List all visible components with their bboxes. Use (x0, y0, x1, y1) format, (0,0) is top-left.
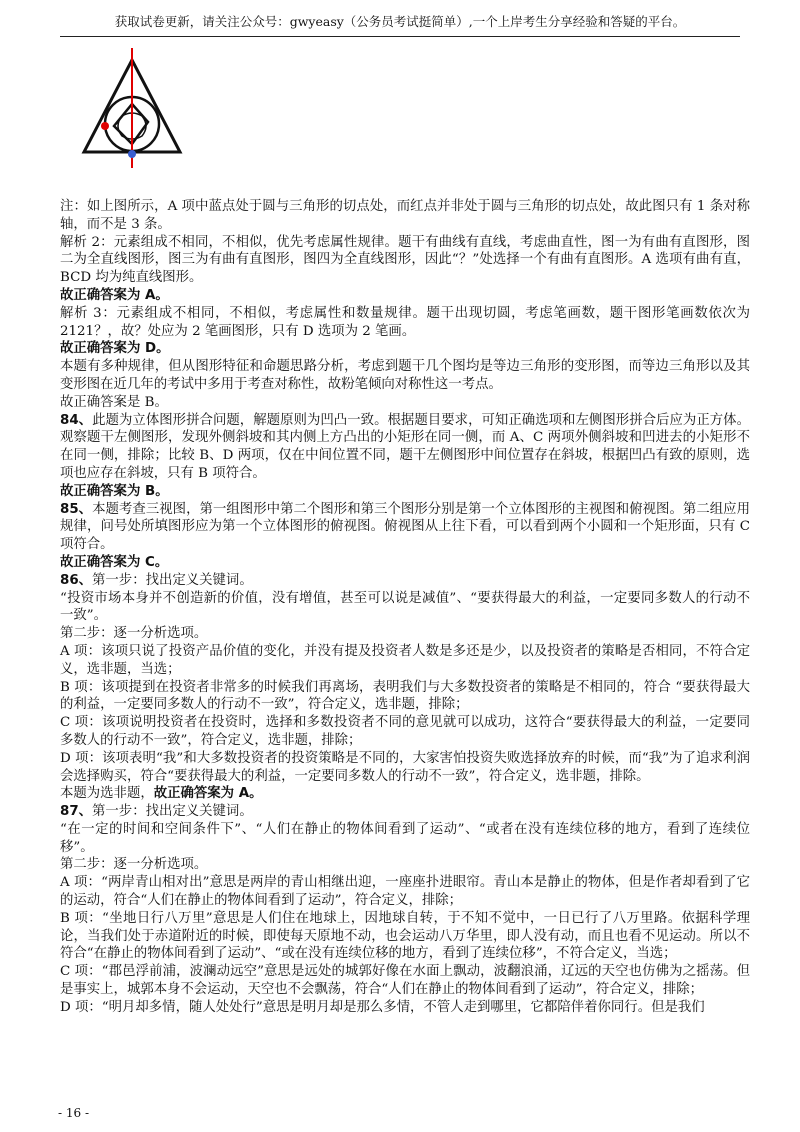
answer-line (60, 785, 750, 803)
paragraph-text: 解析 2：元素组成不相同，不相似，优先考虑属性规律。题干有曲线有直线，考虑曲直性，图一为有曲有直图形，图二为全直线图形，图三为有曲有直图形，图四为全直线图形，因此“？”处选择一个有曲有直图形。A 选项有曲有直，BCD 均为纯直线图形。 (60, 234, 750, 286)
answer-line (60, 554, 750, 572)
answer-text: 故正确答案为 A。 (60, 287, 169, 303)
page-number-text: - 16 - (58, 1106, 90, 1120)
symmetry-figure (78, 44, 188, 174)
paragraph-text: 第一步：找出定义关键词。 (92, 804, 253, 820)
paragraph (60, 750, 750, 786)
paragraph-text: A 项：“两岸青山相对出”意思是两岸的青山相继出迎，一座座扑进眼帘。青山本是静止的物体，但是作者却看到了它的运动，符合“人们在静止的物体间看到了运动”，符合定义，排除； (60, 875, 750, 909)
paragraph-text: 第一步：找出定义关键词。 (92, 572, 253, 588)
question-number: 84、 (60, 412, 93, 428)
paragraph (60, 856, 750, 874)
question-paragraph (60, 501, 750, 554)
answer-line (60, 483, 750, 501)
paragraph (60, 821, 750, 857)
answer-text: 故正确答案为 C。 (60, 554, 169, 570)
paragraph-text: 本题有多种规律，但从图形特征和命题思路分析，考虑到题干几个图均是等边三角形的变形图，而等边三角形以及其变形图在近几年的考试中多用于考查对称性，故粉笔倾向对称性这一考点。 (60, 359, 750, 392)
paragraph-text: 注：如上图所示，A 项中蓝点处于圆与三角形的切点处，而红点并非处于圆与三角形的切点处，故此图只有 1 条对称轴，而不是 3 条。 (60, 199, 750, 232)
paragraph-text: A 项：该项只说了投资产品价值的变化，并没有提及投资者人数是多还是少，以及投资者的策略是否相同，不符合定义，选非题，当选； (60, 643, 750, 677)
paragraph-text: B 项：该项提到在投资者非常多的时候我们再离场，表明我们与大多数投资者的策略是不相同的，符合 “要获得最大的利益，一定要同多数人的行动不一致”，符合定义，选非题，排除； (60, 679, 750, 713)
answer-line (60, 287, 750, 305)
paragraph-text: D 项：“明月却多情，随人处处行”意思是明月却是那么多情，不管人走到哪里，它都陪伴着你同行。但是我们 (60, 999, 705, 1015)
paragraph-text: 此题为立体图形拼合问题，解题原则为凹凸一致。根据题目要求，可知正确选项和左侧图形拼合后应为正方体。观察题干左侧图形，发现外侧斜坡和其内侧上方凸出的小矩形在同一侧，而 A、C 两项外侧斜坡和凹进去的小矩形不在同一侧，排除；比较 B、D 两项，仅在中间位置不同，题干左侧图形中间位置存在斜坡，根据凹凸有致的原则，选项也应存在斜坡，只有 B 项符合。 (60, 412, 751, 481)
figure-red-dot (101, 122, 109, 130)
paragraph (60, 874, 750, 910)
answer-text: 故正确答案为 B。 (60, 483, 169, 499)
answer-text: 故正确答案为 D。 (60, 341, 170, 357)
paragraph-text: D 项：该项表明“我”和大多数投资者的投资策略是不同的，大家害怕投资失败选择放弃的时候，而“我”为了追求利润会选择购买，符合“要获得最大的利益，一定要同多数人的行动不一致”，符合定义，选非题，排除。 (60, 750, 750, 784)
paragraph-text: “在一定的时间和空间条件下”、“人们在静止的物体间看到了运动”、“或者在没有连续位移的地方，看到了连续位移”。 (60, 821, 750, 855)
page-header (0, 0, 800, 32)
header-notice: 获取试卷更新，请关注公众号：gwyeasy（公务员考试挺简单）,一个上岸考生分享经验和答疑的平台。 (114, 14, 686, 29)
paragraph (60, 963, 750, 999)
paragraph (60, 590, 750, 626)
question-number: 86、 (60, 572, 93, 588)
paragraph-text: 第二步：逐一分析选项。 (60, 857, 208, 873)
paragraph (60, 910, 750, 963)
paragraph-text: 解析 3：元素组成不相同，不相似，考虑属性和数量规律。题干出现切圆，考虑笔画数，题干图形笔画数依次为 2121？，故？处应为 2 笔画图形，只有 D 选项为 2 笔画。 (60, 305, 750, 339)
paragraph (60, 679, 750, 715)
paragraph (60, 198, 750, 234)
answer-explanations (60, 198, 750, 1017)
paragraph-text: 故正确答案是 B。 (60, 394, 168, 410)
paragraph (60, 305, 750, 341)
figure-blue-dot (128, 150, 136, 158)
paragraph (60, 999, 750, 1017)
question-paragraph (60, 572, 750, 590)
paragraph (60, 358, 750, 394)
paragraph (60, 394, 750, 412)
paragraph-text: C 项：“郡邑浮前浦，波澜动远空”意思是远处的城郭好像在水面上飘动，波翻浪涌，辽远的天空也仿佛为之摇荡。但是事实上，城郭本身不会运动，天空也不会飘荡，符合“人们在静止的物体间看到了运动”，符合定义，排除； (60, 964, 750, 998)
paragraph-text: 本题考查三视图，第一组图形中第二个图形和第三个图形分别是第一个立体图形的主视图和俯视图。第二组应用规律，问号处所填图形应为第一个立体图形的俯视图。俯视图从上往下看，可以看到两个小圆和一个矩形面，只有 C 项符合。 (60, 501, 751, 553)
question-paragraph (60, 412, 750, 483)
answer-text: 故正确答案为 A。 (153, 786, 263, 802)
paragraph (60, 643, 750, 679)
paragraph-text: B 项：“坐地日行八万里”意思是人们住在地球上，因地球自转，于不知不觉中，一日已行了八万里路。依据科学理论，当我们处于赤道附近的时候，即使每天原地不动，也会运动八万华里，即人没有动，而且也看不见运动。所以不符合“在静止的物体间看到了运动”、“或在没有连续位移的地方，看到了连续位移”，不符合定义，当选； (60, 910, 750, 962)
question-paragraph (60, 803, 750, 821)
answer-line (60, 340, 750, 358)
paragraph-text: “投资市场本身并不创造新的价值，没有增值，甚至可以说是减值”、“要获得最大的利益，一定要同多数人的行动不一致”。 (60, 590, 750, 624)
paragraph-text: 本题为选非题， (60, 786, 154, 802)
paragraph (60, 234, 750, 287)
page-number (58, 1106, 89, 1120)
paragraph-text: C 项：该项说明投资者在投资时，选择和多数投资者不同的意见就可以成功，这符合“要获得最大的利益，一定要同多数人的行动不一致”，符合定义，选非题，排除； (60, 715, 750, 748)
paragraph (60, 714, 750, 750)
paragraph (60, 625, 750, 643)
paragraph-text: 第二步：逐一分析选项。 (60, 626, 208, 642)
question-number: 87、 (60, 804, 93, 820)
header-rule (60, 36, 740, 37)
question-number: 85、 (60, 501, 93, 517)
